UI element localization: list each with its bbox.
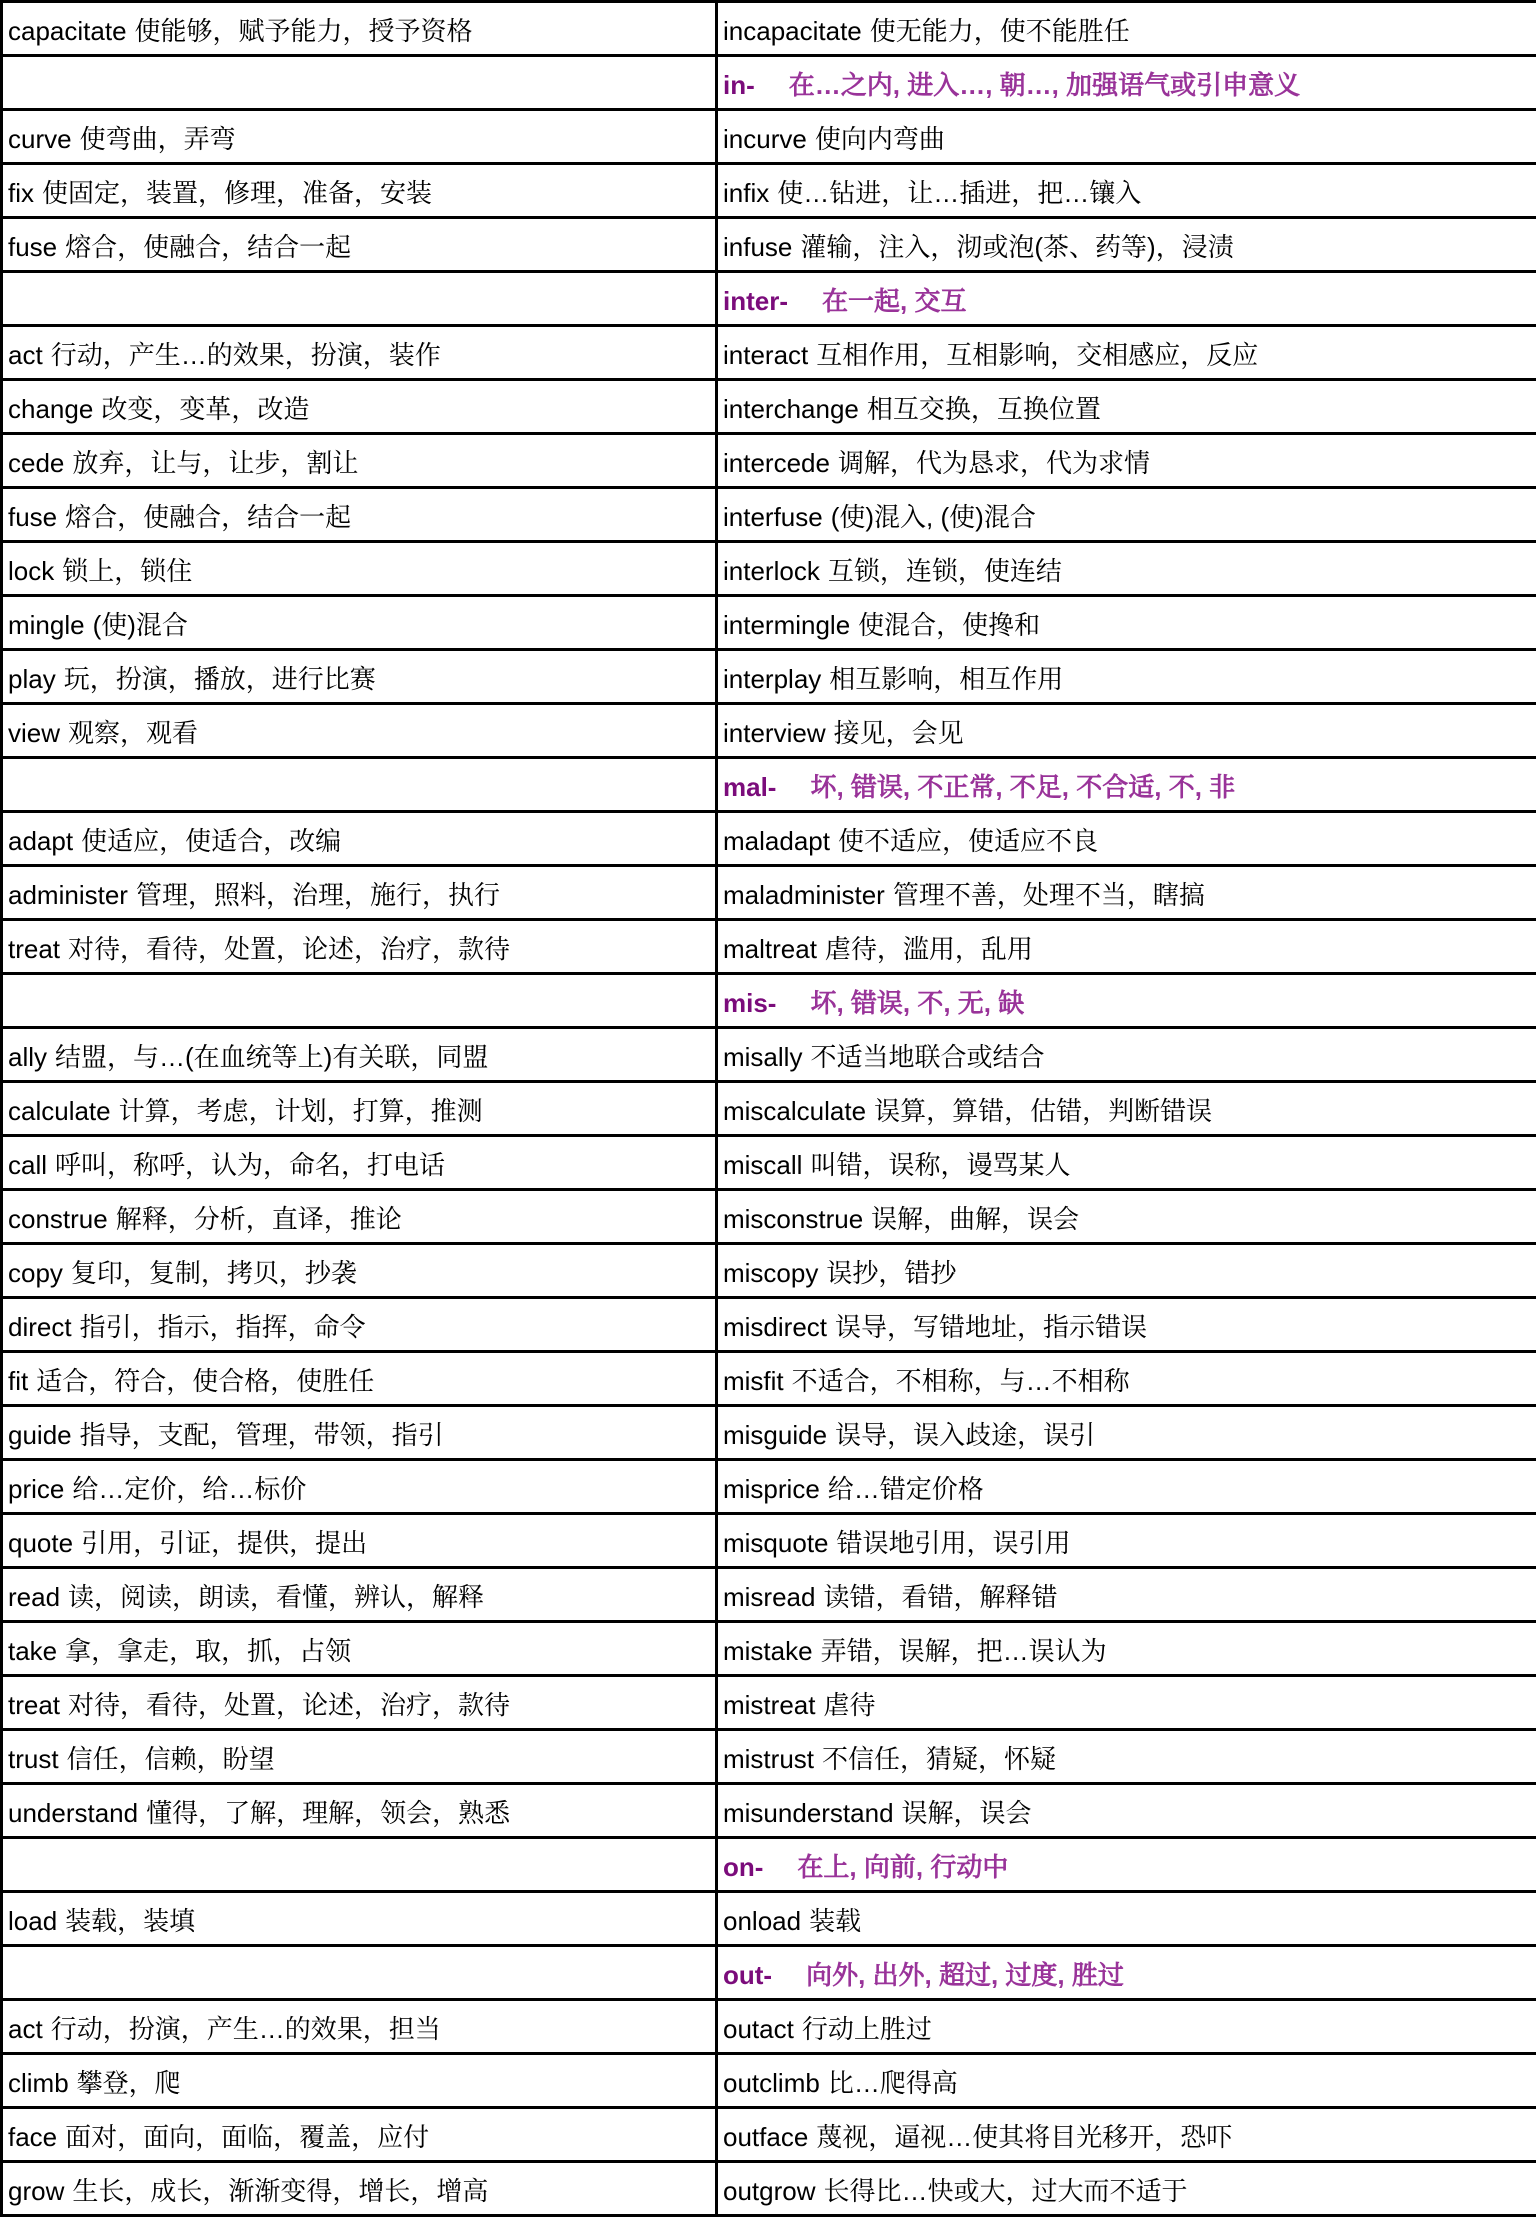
derived-word-cell (717, 596, 1536, 650)
base-word-definition: 使能够，赋予能力，授予资格 (135, 16, 473, 46)
base-word-definition: 玩，扮演，播放，进行比赛 (64, 664, 376, 694)
derived-word: mis- (723, 988, 776, 1018)
derived-word-cell (717, 1568, 1536, 1622)
derived-word-cell (717, 1298, 1536, 1352)
derived-word-definition: 错误地引用，误引用 (837, 1528, 1071, 1558)
base-word-definition: 使固定，装置，修理，准备，安装 (42, 178, 432, 208)
derived-word-definition: 相互影响，相互作用 (829, 664, 1063, 694)
derived-word-definition: 误导，误入歧途，误引 (835, 1420, 1095, 1450)
base-word: understand (8, 1798, 138, 1828)
base-word-definition: 指导，支配，管理，带领，指引 (80, 1420, 444, 1450)
base-word: guide (8, 1420, 72, 1450)
table-row (2, 1514, 1536, 1568)
derived-word-cell (717, 812, 1536, 866)
base-word: adapt (8, 826, 73, 856)
base-word-cell (2, 164, 717, 218)
table-row (2, 110, 1536, 164)
derived-word-definition: 调解，代为恳求，代为求情 (838, 448, 1150, 478)
derived-word: infix (723, 178, 769, 208)
derived-word: misquote (723, 1528, 829, 1558)
table-row (2, 596, 1536, 650)
base-word: direct (8, 1312, 72, 1342)
base-word-definition: 装载，装填 (65, 1906, 195, 1936)
table-row (2, 1568, 1536, 1622)
derived-word: intermingle (723, 610, 850, 640)
derived-word-cell (717, 110, 1536, 164)
base-word-cell (2, 1892, 717, 1946)
base-word: construe (8, 1204, 108, 1234)
base-word: change (8, 394, 93, 424)
base-word-definition: 熔合，使融合，结合一起 (65, 502, 351, 532)
base-word: take (8, 1636, 57, 1666)
prefix-header-cell (717, 974, 1536, 1028)
base-word: capacitate (8, 16, 127, 46)
base-word-definition: 使弯曲，弄弯 (80, 124, 236, 154)
base-word-cell (2, 1244, 717, 1298)
base-word-cell (2, 434, 717, 488)
derived-word-definition: 使…钻进，让…插进，把…镶入 (777, 178, 1141, 208)
derived-word: miscopy (723, 1258, 818, 1288)
base-word-definition: 计算，考虑，计划，打算，推测 (119, 1096, 483, 1126)
base-word-cell (2, 56, 717, 110)
derived-word: infuse (723, 232, 792, 262)
derived-word-cell (717, 1784, 1536, 1838)
derived-word: miscall (723, 1150, 802, 1180)
base-word-definition: 攀登，爬 (77, 2068, 181, 2098)
base-word-cell (2, 2054, 717, 2108)
base-word-cell (2, 1730, 717, 1784)
derived-word: maladapt (723, 826, 830, 856)
table-row (2, 1298, 1536, 1352)
derived-word-definition: 误抄，错抄 (826, 1258, 956, 1288)
derived-word: outface (723, 2122, 808, 2152)
table-row (2, 2108, 1536, 2162)
base-word-cell (2, 650, 717, 704)
prefix-header-cell (717, 758, 1536, 812)
base-word: load (8, 1906, 57, 1936)
derived-word-cell (717, 920, 1536, 974)
derived-word: mal- (723, 772, 776, 802)
table-row (2, 1406, 1536, 1460)
base-word-definition: 拿，拿走，取，抓，占领 (65, 1636, 351, 1666)
base-word: treat (8, 934, 60, 964)
table-row (2, 920, 1536, 974)
table-row (2, 1082, 1536, 1136)
derived-word: mistake (723, 1636, 813, 1666)
table-row (2, 1352, 1536, 1406)
base-word-definition: 解释，分析，直译，推论 (116, 1204, 402, 1234)
derived-word-cell (717, 2054, 1536, 2108)
derived-word-cell (717, 1892, 1536, 1946)
base-word: copy (8, 1258, 63, 1288)
derived-word: misdirect (723, 1312, 827, 1342)
table-body (2, 2, 1536, 2216)
prefix-header-cell (717, 272, 1536, 326)
derived-word-definition: 相互交换，互换位置 (867, 394, 1101, 424)
derived-word-definition: 互相作用，互相影响，交相感应，反应 (816, 340, 1258, 370)
derived-word: on- (723, 1852, 763, 1882)
derived-word-cell (717, 380, 1536, 434)
derived-word-cell (717, 1028, 1536, 1082)
derived-word-cell (717, 542, 1536, 596)
derived-word-definition: 弄错，误解，把…误认为 (821, 1636, 1107, 1666)
table-row (2, 2, 1536, 56)
derived-word-cell (717, 650, 1536, 704)
derived-word-cell (717, 1082, 1536, 1136)
table-row (2, 326, 1536, 380)
derived-word-definition: 在…之内, 进入…, 朝…, 加强语气或引申意义 (789, 70, 1300, 100)
table-row (2, 1622, 1536, 1676)
base-word-definition: 行动，产生…的效果，扮演，装作 (51, 340, 441, 370)
base-word: fuse (8, 502, 57, 532)
derived-word: interact (723, 340, 808, 370)
table-row (2, 542, 1536, 596)
base-word-cell (2, 326, 717, 380)
derived-word-cell (717, 1730, 1536, 1784)
base-word: quote (8, 1528, 73, 1558)
base-word: mingle (8, 610, 85, 640)
derived-word: misunderstand (723, 1798, 894, 1828)
table-row (2, 758, 1536, 812)
derived-word-definition: 不适当地联合或结合 (810, 1042, 1044, 1072)
table-row (2, 1676, 1536, 1730)
base-word-definition: 改变，变革，改造 (101, 394, 309, 424)
base-word: act (8, 340, 43, 370)
derived-word-definition: 管理不善，处理不当，瞎搞 (893, 880, 1205, 910)
derived-word: interlock (723, 556, 820, 586)
prefix-header-cell (717, 1838, 1536, 1892)
table-row (2, 2162, 1536, 2216)
derived-word: mistreat (723, 1690, 815, 1720)
base-word-cell (2, 1514, 717, 1568)
base-word-cell (2, 1406, 717, 1460)
derived-word: mistrust (723, 1744, 814, 1774)
derived-word-definition: 灌输，注入，沏或泡(茶、药等)，浸渍 (800, 232, 1233, 262)
derived-word-cell (717, 866, 1536, 920)
table-row (2, 488, 1536, 542)
derived-word-cell (717, 704, 1536, 758)
derived-word: misprice (723, 1474, 820, 1504)
derived-word-cell (717, 2108, 1536, 2162)
table-row (2, 434, 1536, 488)
base-word-cell (2, 110, 717, 164)
derived-word-definition: 互锁，连锁，使连结 (828, 556, 1062, 586)
derived-word-definition: 使无能力，使不能胜任 (870, 16, 1130, 46)
derived-word-definition: 装载 (809, 1906, 861, 1936)
base-word-definition: 复印，复制，拷贝，抄袭 (71, 1258, 357, 1288)
derived-word-cell (717, 434, 1536, 488)
base-word: fuse (8, 232, 57, 262)
base-word: administer (8, 880, 128, 910)
base-word: fix (8, 178, 34, 208)
base-word-cell (2, 1946, 717, 2000)
table-row (2, 1244, 1536, 1298)
derived-word-definition: 长得比…快或大，过大而不适于 (824, 2176, 1188, 2206)
derived-word: outact (723, 2014, 794, 2044)
derived-word-definition: 虐待 (823, 1690, 875, 1720)
table-row (2, 704, 1536, 758)
derived-word-cell (717, 2162, 1536, 2216)
derived-word-definition: 在上, 向前, 行动中 (797, 1852, 1008, 1882)
derived-word: interchange (723, 394, 859, 424)
derived-word-cell (717, 1460, 1536, 1514)
derived-word: inter- (723, 286, 788, 316)
base-word-cell (2, 542, 717, 596)
derived-word-definition: 使混合，使搀和 (858, 610, 1040, 640)
base-word-cell (2, 596, 717, 650)
base-word-cell (2, 704, 717, 758)
base-word-definition: 锁上，锁住 (62, 556, 192, 586)
derived-word: miscalculate (723, 1096, 866, 1126)
derived-word: outclimb (723, 2068, 820, 2098)
base-word-definition: 结盟，与…(在血统等上)有关联，同盟 (55, 1042, 488, 1072)
base-word-cell (2, 218, 717, 272)
derived-word: interplay (723, 664, 821, 694)
derived-word-definition: 蔑视，逼视…使其将目光移开，恐吓 (816, 2122, 1232, 2152)
base-word-definition: 放弃，让与，让步，割让 (72, 448, 358, 478)
base-word: climb (8, 2068, 69, 2098)
base-word: treat (8, 1690, 60, 1720)
table-row (2, 218, 1536, 272)
derived-word-cell (717, 2000, 1536, 2054)
base-word-cell (2, 1352, 717, 1406)
derived-word-cell (717, 1622, 1536, 1676)
table-row (2, 1028, 1536, 1082)
derived-word: intercede (723, 448, 830, 478)
base-word: calculate (8, 1096, 111, 1126)
derived-word-cell (717, 1514, 1536, 1568)
derived-word: misconstrue (723, 1204, 863, 1234)
derived-word: onload (723, 1906, 801, 1936)
base-word: cede (8, 448, 64, 478)
derived-word-definition: 虐待，滥用，乱用 (825, 934, 1033, 964)
table-row (2, 650, 1536, 704)
derived-word-definition: 不适合，不相称，与…不相称 (792, 1366, 1130, 1396)
base-word-cell (2, 920, 717, 974)
base-word-cell (2, 380, 717, 434)
derived-word-cell (717, 488, 1536, 542)
derived-word-definition: 比…爬得高 (828, 2068, 958, 2098)
base-word-cell (2, 2108, 717, 2162)
base-word-definition: 行动，扮演，产生…的效果，担当 (51, 2014, 441, 2044)
base-word-definition: 信任，信赖，盼望 (67, 1744, 275, 1774)
base-word-cell (2, 2, 717, 56)
table-row (2, 1136, 1536, 1190)
base-word: act (8, 2014, 43, 2044)
derived-word-definition: 误导，写错地址，指示错误 (835, 1312, 1147, 1342)
derived-word: misread (723, 1582, 815, 1612)
base-word: face (8, 2122, 57, 2152)
table-row (2, 1946, 1536, 2000)
base-word: ally (8, 1042, 47, 1072)
derived-word-cell (717, 1352, 1536, 1406)
derived-word-definition: 在一起, 交互 (822, 286, 966, 316)
derived-word: interfuse (723, 502, 823, 532)
derived-word-definition: 给…错定价格 (828, 1474, 984, 1504)
base-word-definition: 懂得，了解，理解，领会，熟悉 (146, 1798, 510, 1828)
derived-word: misally (723, 1042, 802, 1072)
table-row (2, 974, 1536, 1028)
derived-word-cell (717, 164, 1536, 218)
derived-word-definition: 使向内弯曲 (815, 124, 945, 154)
derived-word: interview (723, 718, 826, 748)
table-row (2, 2054, 1536, 2108)
derived-word-definition: 使不适应，使适应不良 (838, 826, 1098, 856)
derived-word-definition: 坏, 错误, 不正常, 不足, 不合适, 不, 非 (810, 772, 1235, 802)
base-word-definition: 读，阅读，朗读，看懂，辨认，解释 (68, 1582, 484, 1612)
table-row (2, 1190, 1536, 1244)
base-word: lock (8, 556, 54, 586)
base-word-cell (2, 1622, 717, 1676)
base-word-cell (2, 1784, 717, 1838)
derived-word: misfit (723, 1366, 784, 1396)
prefix-header-cell (717, 56, 1536, 110)
derived-word-cell (717, 1190, 1536, 1244)
base-word-cell (2, 2000, 717, 2054)
derived-word-definition: 向外, 出外, 超过, 过度, 胜过 (806, 1960, 1124, 1990)
base-word-definition: 呼叫，称呼，认为，命名，打电话 (55, 1150, 445, 1180)
derived-word: maladminister (723, 880, 885, 910)
base-word-cell (2, 812, 717, 866)
base-word-definition: 指引，指示，指挥，命令 (80, 1312, 366, 1342)
table-row (2, 1838, 1536, 1892)
table-row (2, 1784, 1536, 1838)
base-word-definition: 给…定价，给…标价 (72, 1474, 306, 1504)
base-word-cell (2, 1028, 717, 1082)
base-word-cell (2, 1838, 717, 1892)
derived-word-definition: 行动上胜过 (802, 2014, 932, 2044)
table-row (2, 812, 1536, 866)
base-word-definition: 观察，观看 (68, 718, 198, 748)
derived-word-cell (717, 1244, 1536, 1298)
derived-word-cell (717, 1136, 1536, 1190)
base-word: view (8, 718, 60, 748)
base-word-cell (2, 1568, 717, 1622)
base-word-definition: 管理，照料，治理，施行，执行 (136, 880, 500, 910)
base-word-definition: 对待，看待，处置，论述，治疗，款待 (68, 1690, 510, 1720)
base-word-definition: 对待，看待，处置，论述，治疗，款待 (68, 934, 510, 964)
base-word: fit (8, 1366, 28, 1396)
derived-word-cell (717, 2, 1536, 56)
derived-word-cell (717, 326, 1536, 380)
base-word-cell (2, 272, 717, 326)
base-word: grow (8, 2176, 64, 2206)
derived-word-cell (717, 1406, 1536, 1460)
derived-word-definition: 坏, 错误, 不, 无, 缺 (810, 988, 1024, 1018)
derived-word-cell (717, 1676, 1536, 1730)
derived-word-definition: 误解，曲解，误会 (871, 1204, 1079, 1234)
derived-word-cell (717, 218, 1536, 272)
base-word-definition: (使)混合 (93, 610, 188, 640)
derived-word-definition: 误解，误会 (902, 1798, 1032, 1828)
base-word-cell (2, 1460, 717, 1514)
base-word: price (8, 1474, 64, 1504)
base-word-definition: 引用，引证，提供，提出 (81, 1528, 367, 1558)
base-word-cell (2, 1190, 717, 1244)
base-word-cell (2, 1298, 717, 1352)
table-row (2, 164, 1536, 218)
base-word-definition: 生长，成长，渐渐变得，增长，增高 (72, 2176, 488, 2206)
base-word: read (8, 1582, 60, 1612)
base-word: call (8, 1150, 47, 1180)
table-row (2, 380, 1536, 434)
derived-word-definition: 叫错，误称，谩骂某人 (810, 1150, 1070, 1180)
base-word-definition: 适合，符合，使合格，使胜任 (36, 1366, 374, 1396)
derived-word-definition: 误算，算错，估错，判断错误 (874, 1096, 1212, 1126)
base-word-cell (2, 488, 717, 542)
base-word: play (8, 664, 56, 694)
base-word-definition: 使适应，使适合，改编 (81, 826, 341, 856)
table-row (2, 2000, 1536, 2054)
table-row (2, 866, 1536, 920)
table-row (2, 56, 1536, 110)
base-word: curve (8, 124, 72, 154)
table-row (2, 272, 1536, 326)
base-word-cell (2, 1136, 717, 1190)
derived-word-definition: 接见，会见 (834, 718, 964, 748)
base-word-cell (2, 1082, 717, 1136)
derived-word-definition: 不信任，猜疑，怀疑 (822, 1744, 1056, 1774)
base-word: trust (8, 1744, 59, 1774)
derived-word-definition: (使)混入, (使)混合 (831, 502, 1036, 532)
derived-word: incapacitate (723, 16, 862, 46)
prefix-header-cell (717, 1946, 1536, 2000)
base-word-definition: 熔合，使融合，结合一起 (65, 232, 351, 262)
base-word-definition: 面对，面向，面临，覆盖，应付 (65, 2122, 429, 2152)
table-row (2, 1730, 1536, 1784)
derived-word: outgrow (723, 2176, 816, 2206)
derived-word: misguide (723, 1420, 827, 1450)
derived-word-definition: 读错，看错，解释错 (823, 1582, 1057, 1612)
base-word-cell (2, 974, 717, 1028)
table-row (2, 1892, 1536, 1946)
base-word-cell (2, 1676, 717, 1730)
derived-word: maltreat (723, 934, 817, 964)
derived-word: incurve (723, 124, 807, 154)
derived-word: out- (723, 1960, 772, 1990)
base-word-cell (2, 2162, 717, 2216)
base-word-cell (2, 866, 717, 920)
derived-word: in- (723, 70, 755, 100)
base-word-cell (2, 758, 717, 812)
table-row (2, 1460, 1536, 1514)
